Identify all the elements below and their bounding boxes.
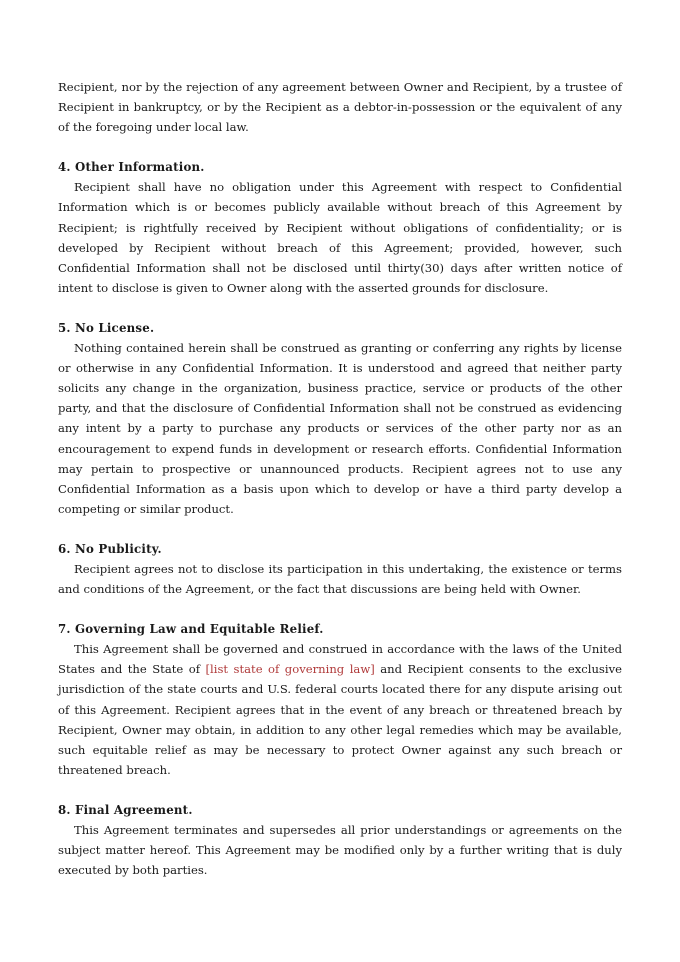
section-body: This Agreement terminates and supersedes all prior understandings or agreements on the subject matter hereof. This Agreement may be modified only by a further writing that is duly executed by both parties.: [58, 823, 622, 878]
section-final-agreement: [58, 800, 622, 880]
section-heading: 7. Governing Law and Equitable Relief.: [58, 622, 324, 637]
section-body: Recipient agrees not to disclose its participation in this undertaking, the existence or terms and conditions of the Agreement, or the fact that discussions are being held with Owner.: [58, 561, 622, 597]
body-text-before: This Agreement shall be governed and construed in accordance with the laws of the United States and the State of: [58, 642, 622, 677]
section-heading: 8. Final Agreement.: [58, 802, 193, 817]
section-other-information: [58, 157, 622, 298]
section-body: Recipient shall have no obligation under this Agreement with respect to Confidential Information which is or becomes publicly available without breach of this Agreement by Recipient; is rightfully received by Recipient without obligations of confidentiality; or is developed by Recipient without breach of this Agreement; provided, however, such Confidential Information shall not be disclosed until thirty(30) days after written notice of intent to disclose is given to Owner along with the asserted grounds for disclosure.: [58, 180, 622, 295]
section-heading: 6. No Publicity.: [58, 541, 162, 556]
section-heading: 4. Other Information.: [58, 160, 205, 175]
section-no-license: [58, 318, 622, 519]
section-body: Nothing contained herein shall be construed as granting or conferring any rights by license or otherwise in any Confidential Information. It is understood and agreed that neither party solicits any change in the organization, business practice, service or products of the other party, and that the disclosure of Confidential Information shall not be construed as evidencing any intent by a party to purchase any products or services of the other party nor as an encouragement to expend funds in development or research efforts. Confidential Information may pertain to prospective or unannounced products. Recipient agrees not to use any Confidential Information as a basis upon which to develop or have a third party develop a competing or similar product.: [58, 341, 622, 516]
section-governing-law: [58, 619, 622, 780]
document-page: [58, 77, 622, 880]
governing-law-placeholder: [list state of governing law]: [205, 662, 375, 677]
body-text-after: and Recipient consents to the exclusive jurisdiction of the state courts and U.S. federal courts located there for any dispute arising out of this Agreement. Recipient agrees that in the event of any breach or threatened breach by Recipient, Owner may obtain, in addition to any other legal remedies which may be available, such equitable relief as may be necessary to protect Owner against any such breach or threatened breach.: [58, 662, 622, 777]
section-body: [58, 639, 622, 780]
section-no-publicity: [58, 539, 622, 599]
intro-paragraph: Recipient, nor by the rejection of any agreement between Owner and Recipient, by a trustee of Recipient in bankruptcy, or by the Recipient as a debtor-in-possession or the equivalent of any of the foregoing under local law.: [58, 80, 622, 135]
section-heading: 5. No License.: [58, 320, 155, 335]
